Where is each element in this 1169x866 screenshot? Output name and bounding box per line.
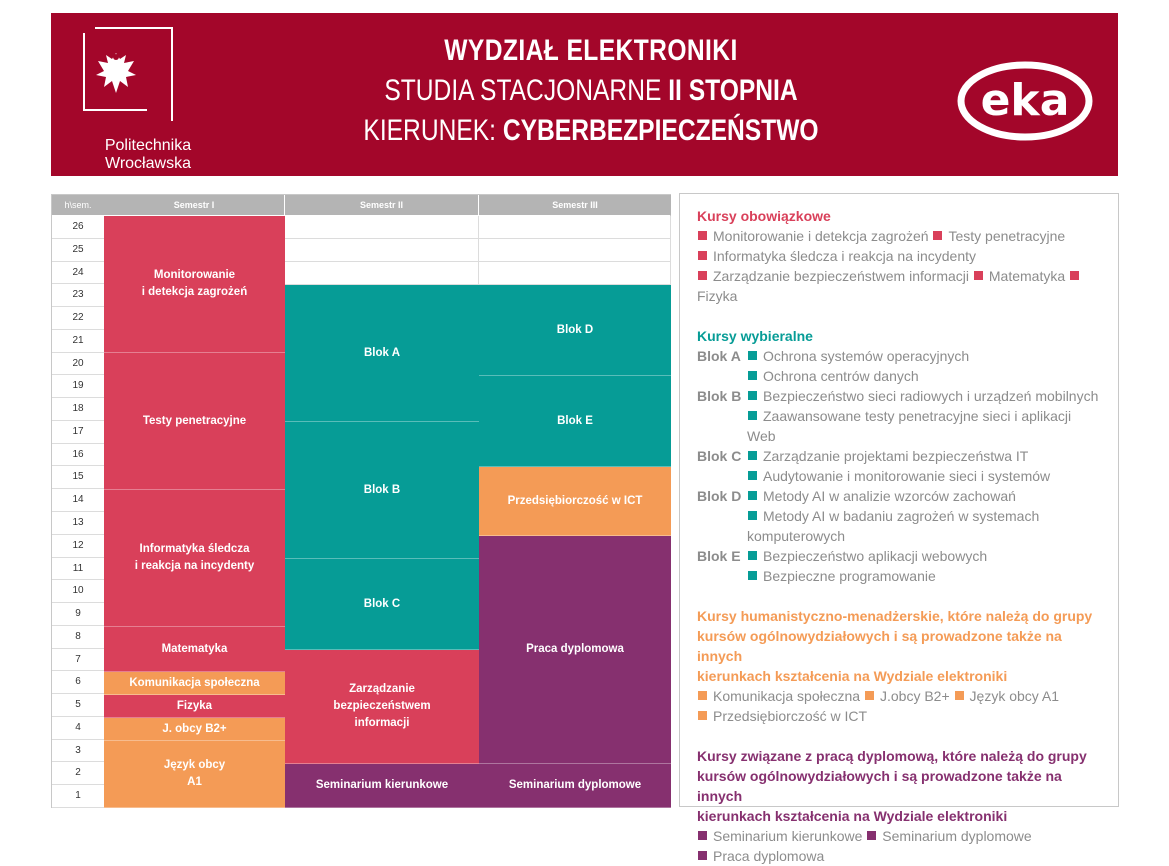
teal-square-icon: [748, 411, 757, 420]
row-label: 2: [52, 762, 104, 785]
orange-square-icon: [698, 711, 707, 720]
course-label: Blok C: [363, 597, 401, 610]
legend-item: Zaawansowane testy penetracyjne sieci i aplikacji Web: [747, 408, 1072, 444]
legend-item: Seminarium dyplomowe: [882, 828, 1032, 844]
course-label: Blok D: [556, 323, 594, 336]
row-label: 22: [52, 307, 104, 330]
pwr-logo: [83, 27, 203, 172]
teal-square-icon: [748, 451, 757, 460]
thesis-title-line: kierunkach kształcenia na Wydziale elektroniki: [697, 808, 1008, 824]
header-banner: [51, 13, 1118, 176]
row-label: 11: [52, 558, 104, 581]
legend-thesis-line: [697, 846, 1101, 866]
legend-panel: [679, 193, 1119, 864]
row-label: 5: [52, 694, 104, 717]
university-name: [83, 137, 213, 173]
red-square-icon: [698, 271, 707, 280]
course-label: Informatyka śledcza: [139, 543, 250, 555]
row-label: 7: [52, 649, 104, 672]
study-level-prefix: STUDIA STACJONARNE: [384, 74, 669, 107]
row-label: 20: [52, 353, 104, 376]
course-label: Przedsiębiorczość w ICT: [507, 494, 643, 507]
legend-item: Audytowanie i monitorowanie sieci i systemów: [763, 468, 1051, 484]
row-label: 26: [52, 216, 104, 239]
legend-item: Bezpieczeństwo aplikacji webowych: [763, 548, 988, 564]
course-label: informacji: [354, 717, 410, 729]
course-label: Blok E: [557, 414, 593, 427]
header-titles: [301, 31, 881, 151]
legend-item: Monitorowanie i detekcja zagrożeń: [713, 228, 929, 244]
purple-square-icon: [698, 851, 707, 860]
course-block-thesis[interactable]: [479, 536, 671, 764]
empty-cell: [479, 262, 671, 285]
legend-item: Testy penetracyjne: [948, 228, 1066, 244]
teal-square-icon: [748, 491, 757, 500]
legend-block-row: [697, 446, 1101, 466]
row-label: 17: [52, 421, 104, 444]
row-label: 1: [52, 785, 104, 808]
course-block-seminar-diploma[interactable]: [479, 764, 671, 808]
course-label: Zarządzanie: [349, 683, 415, 695]
course-block-blok-d[interactable]: [479, 285, 671, 376]
teal-square-icon: [748, 351, 757, 360]
course-label: i reakcja na incydenty: [134, 560, 255, 572]
course-label: A1: [187, 776, 202, 788]
schedule-grid: [51, 194, 671, 808]
legend-item: Matematyka: [988, 268, 1066, 284]
row-label: 24: [52, 262, 104, 285]
legend-item: Praca dyplomowa: [713, 848, 825, 864]
orange-square-icon: [865, 691, 874, 700]
legend-thesis-line: [697, 826, 1101, 846]
course-block-communication[interactable]: [104, 672, 285, 695]
block-label: Blok A: [697, 348, 741, 364]
corner-label: h\sem.: [52, 195, 104, 215]
red-square-icon: [1070, 271, 1079, 280]
course-block-pentests[interactable]: [104, 353, 285, 490]
course-label: i detekcja zagrożeń: [141, 286, 248, 298]
legend-block-row: [697, 566, 1101, 586]
thesis-title-line: Kursy związane z pracą dyplomową, które należą do grupy: [697, 748, 1087, 764]
course-block-physics[interactable]: [104, 695, 285, 718]
legend-item-continuation: komputerowych: [747, 528, 846, 544]
legend-item: Ochrona centrów danych: [763, 368, 919, 384]
legend-block-row: [697, 506, 1101, 526]
course-label: J. obcy B2+: [162, 722, 227, 735]
row-label: 25: [52, 239, 104, 262]
row-label: 8: [52, 626, 104, 649]
legend-block-row: [697, 466, 1101, 486]
column-header-sem3: Semestr III: [479, 195, 671, 215]
course-label: Komunikacja społeczna: [129, 676, 260, 689]
study-level-title: [353, 71, 829, 111]
faculty-title: WYDZIAŁ ELEKTRONIKI: [444, 34, 738, 67]
row-label: 3: [52, 740, 104, 763]
purple-square-icon: [698, 831, 707, 840]
course-label: Blok A: [364, 346, 400, 359]
course-block-entrepreneurship[interactable]: [479, 467, 671, 536]
legend-block-row: [697, 346, 1101, 366]
eka-logo-text: eka: [980, 75, 1070, 126]
course-label: Fizyka: [176, 699, 213, 712]
legend-item: Zarządzanie bezpieczeństwem informacji: [713, 268, 969, 284]
course-block-blok-a[interactable]: [285, 285, 479, 422]
humanities-title-line: Kursy humanistyczno-menadżerskie, które należą do grupy: [697, 608, 1093, 624]
purple-square-icon: [867, 831, 876, 840]
humanities-title-line: kursów ogólnowydziałowych i są prowadzone także na innych: [697, 628, 1062, 664]
teal-square-icon: [748, 511, 757, 520]
empty-cell: [479, 216, 671, 239]
legend-humanities-line: [697, 686, 1101, 706]
legend-item: Przedsiębiorczość w ICT: [713, 708, 868, 724]
legend-block-row: [697, 366, 1101, 386]
course-block-blok-e[interactable]: [479, 376, 671, 467]
eka-logo: [959, 61, 1099, 141]
course-block-math[interactable]: [104, 627, 285, 672]
orange-square-icon: [955, 691, 964, 700]
row-label: 6: [52, 671, 104, 694]
legend-item: Bezpieczne programowanie: [763, 568, 936, 584]
legend-mandatory-line: [697, 246, 1101, 266]
legend-item: Metody AI w analizie wzorców zachowań: [763, 488, 1016, 504]
legend-item: Metody AI w badaniu zagrożeń w systemach: [763, 508, 1040, 524]
legend-item: Komunikacja społeczna: [713, 688, 861, 704]
legend-mandatory-title: Kursy obowiązkowe: [697, 208, 831, 224]
block-label: Blok C: [697, 448, 742, 464]
block-label: Blok D: [697, 488, 742, 504]
row-label: 10: [52, 580, 104, 603]
course-block-language-a1[interactable]: [104, 741, 285, 808]
empty-cell: [285, 216, 479, 239]
red-square-icon: [698, 251, 707, 260]
row-label: 19: [52, 375, 104, 398]
university-line-2: Wrocławska: [105, 155, 191, 172]
column-header-sem1: Semestr I: [104, 195, 284, 215]
course-label: Seminarium kierunkowe: [315, 779, 449, 791]
course-label: Blok B: [363, 483, 401, 496]
legend-block-row: [697, 546, 1101, 566]
teal-square-icon: [748, 391, 757, 400]
course-block-forensics[interactable]: [104, 490, 285, 627]
legend-block-row: [697, 486, 1101, 506]
teal-square-icon: [748, 571, 757, 580]
course-block-security-management[interactable]: [285, 650, 479, 764]
orange-square-icon: [698, 691, 707, 700]
row-label: 15: [52, 466, 104, 489]
legend-item: Język obcy A1: [969, 688, 1060, 704]
teal-square-icon: [748, 371, 757, 380]
teal-square-icon: [748, 551, 757, 560]
course-block-seminar-major[interactable]: [285, 764, 479, 808]
study-level-bold: II STOPNIA: [668, 74, 798, 107]
empty-cell: [479, 239, 671, 262]
block-label: Blok B: [697, 388, 742, 404]
block-label: Blok E: [697, 548, 741, 564]
major-bold: CYBERBEZPIECZEŃSTWO: [502, 114, 819, 147]
legend-item: J.obcy B2+: [879, 688, 950, 704]
legend-item: Informatyka śledcza i reakcja na incydenty: [713, 248, 977, 264]
row-label: 16: [52, 444, 104, 467]
row-label: 14: [52, 489, 104, 512]
humanities-title-line: kierunkach kształcenia na Wydziale elektroniki: [697, 668, 1008, 684]
eagle-icon: [93, 47, 139, 97]
row-label: 12: [52, 535, 104, 558]
course-block-language-b2[interactable]: [104, 718, 285, 741]
legend-thesis-title: [697, 746, 1101, 826]
legend-block-row: [697, 406, 1101, 446]
thesis-title-line: kursów ogólnowydziałowych i są prowadzone także na innych: [697, 768, 1062, 804]
legend-item: Fizyka: [697, 288, 738, 304]
row-label: 18: [52, 398, 104, 421]
legend-item: Seminarium kierunkowe: [713, 828, 863, 844]
red-square-icon: [698, 231, 707, 240]
course-label: Seminarium dyplomowe: [508, 779, 642, 791]
row-label: 23: [52, 284, 104, 307]
legend-block-row: [697, 386, 1101, 406]
empty-cell: [285, 262, 479, 285]
row-label: 9: [52, 603, 104, 626]
red-square-icon: [974, 271, 983, 280]
university-line-1: Politechnika: [104, 137, 192, 154]
legend-item: Bezpieczeństwo sieci radiowych i urządzeń mobilnych: [763, 388, 1099, 404]
legend-humanities-line: [697, 706, 1101, 726]
red-square-icon: [933, 231, 942, 240]
course-block-monitoring[interactable]: [104, 216, 285, 353]
legend-item: Ochrona systemów operacyjnych: [763, 348, 970, 364]
course-block-blok-c[interactable]: [285, 559, 479, 650]
empty-cell: [285, 239, 479, 262]
row-label: 13: [52, 512, 104, 535]
legend-item: Zarządzanie projektami bezpieczeństwa IT: [763, 448, 1029, 464]
course-label: Język obcy: [163, 759, 226, 771]
column-header-sem2: Semestr II: [285, 195, 478, 215]
row-label: 21: [52, 330, 104, 353]
course-label: Matematyka: [161, 642, 228, 655]
course-label: Testy penetracyjne: [142, 414, 247, 427]
major-title: [353, 111, 829, 151]
row-label: 4: [52, 717, 104, 740]
legend-humanities-title: [697, 606, 1101, 686]
legend-elective-title: Kursy wybieralne: [697, 328, 813, 344]
legend-mandatory-line: [697, 266, 1101, 306]
legend-mandatory-line: [697, 226, 1101, 246]
course-label: Praca dyplomowa: [526, 643, 624, 655]
course-label: bezpieczeństwem: [333, 700, 431, 712]
course-block-blok-b[interactable]: [285, 422, 479, 559]
teal-square-icon: [748, 471, 757, 480]
legend-block-row: [697, 526, 1101, 546]
course-label: Monitorowanie: [153, 269, 236, 281]
major-prefix: KIERUNEK:: [363, 114, 503, 147]
